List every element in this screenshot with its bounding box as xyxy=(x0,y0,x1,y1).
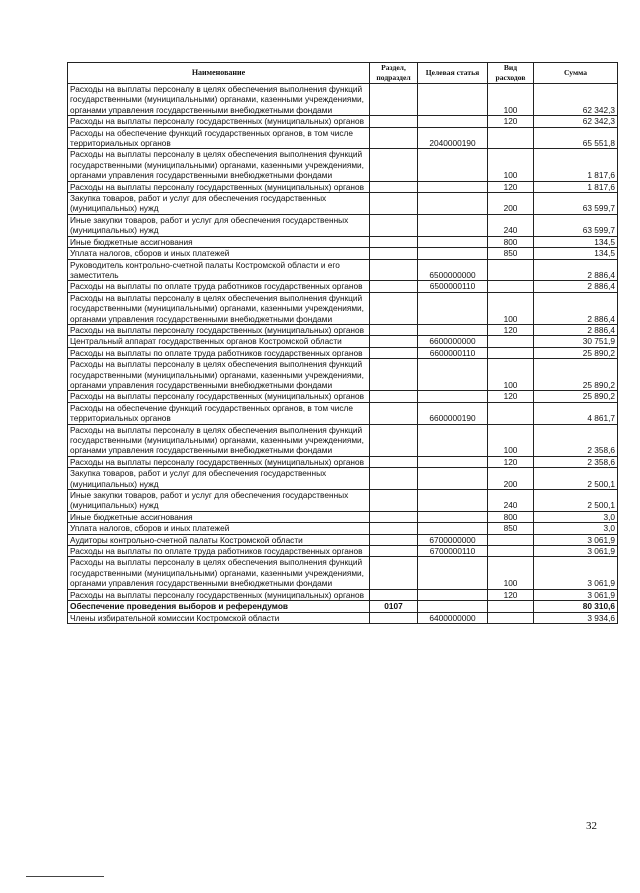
cell-sum: 25 890,2 xyxy=(534,391,618,402)
cell-kind: 120 xyxy=(488,589,534,600)
cell-sum: 3 061,9 xyxy=(534,589,618,600)
cell-kind xyxy=(488,402,534,424)
cell-name: Расходы на выплаты персоналу в целях обеспечения выполнения функций государственными (муниципальными) органами, казенными учреждениями, органами управления государственными внебюджетными фондами xyxy=(68,292,370,324)
cell-kind: 100 xyxy=(488,149,534,181)
cell-target: 6400000000 xyxy=(418,612,488,623)
cell-target xyxy=(418,424,488,456)
cell-section xyxy=(370,84,418,116)
cell-sum: 63 599,7 xyxy=(534,214,618,236)
cell-kind: 200 xyxy=(488,468,534,490)
table-row xyxy=(68,546,618,557)
cell-name: Закупка товаров, работ и услуг для обеспечения государственных (муниципальных) нужд xyxy=(68,193,370,215)
cell-sum: 134,5 xyxy=(534,248,618,259)
cell-sum: 1 817,6 xyxy=(534,149,618,181)
cell-kind: 850 xyxy=(488,523,534,534)
cell-target xyxy=(418,193,488,215)
cell-kind: 100 xyxy=(488,292,534,324)
cell-section xyxy=(370,324,418,335)
cell-kind: 240 xyxy=(488,490,534,512)
cell-kind xyxy=(488,336,534,347)
cell-sum: 2 500,1 xyxy=(534,468,618,490)
cell-name: Расходы на выплаты персоналу государственных (муниципальных) органов xyxy=(68,116,370,127)
cell-target xyxy=(418,456,488,467)
cell-sum: 2 886,4 xyxy=(534,292,618,324)
table-row xyxy=(68,324,618,335)
cell-target xyxy=(418,557,488,589)
cell-section xyxy=(370,490,418,512)
table-row xyxy=(68,259,618,281)
table-row xyxy=(68,281,618,292)
cell-name: Расходы на выплаты персоналу в целях обеспечения выполнения функций государственными (муниципальными) органами, казенными учреждениями, органами управления государственными внебюджетными фондами xyxy=(68,557,370,589)
cell-target xyxy=(418,589,488,600)
cell-name: Расходы на выплаты персоналу государственных (муниципальных) органов xyxy=(68,391,370,402)
cell-kind xyxy=(488,127,534,149)
cell-sum: 3,0 xyxy=(534,523,618,534)
cell-section xyxy=(370,292,418,324)
cell-kind: 240 xyxy=(488,214,534,236)
cell-name: Иные закупки товаров, работ и услуг для обеспечения государственных (муниципальных) нужд xyxy=(68,490,370,512)
cell-section xyxy=(370,424,418,456)
cell-name: Закупка товаров, работ и услуг для обеспечения государственных (муниципальных) нужд xyxy=(68,468,370,490)
cell-section xyxy=(370,336,418,347)
cell-name: Уплата налогов, сборов и иных платежей xyxy=(68,523,370,534)
table-row xyxy=(68,589,618,600)
cell-target xyxy=(418,391,488,402)
footnote-divider xyxy=(26,876,104,877)
table-row xyxy=(68,601,618,612)
cell-name: Расходы на выплаты по оплате труда работников государственных органов xyxy=(68,347,370,358)
cell-target: 6600000000 xyxy=(418,336,488,347)
table-row xyxy=(68,612,618,623)
table-row xyxy=(68,84,618,116)
cell-kind: 800 xyxy=(488,236,534,247)
cell-sum: 2 886,4 xyxy=(534,259,618,281)
header-sum: Сумма xyxy=(534,63,618,84)
cell-name: Расходы на обеспечение функций государственных органов, в том числе территориальных органов xyxy=(68,127,370,149)
cell-sum: 2 500,1 xyxy=(534,490,618,512)
table-row xyxy=(68,456,618,467)
cell-target: 6500000110 xyxy=(418,281,488,292)
cell-section xyxy=(370,511,418,522)
cell-name: Расходы на выплаты персоналу в целях обеспечения выполнения функций государственными (муниципальными) органами, казенными учреждениями, органами управления государственными внебюджетными фондами xyxy=(68,359,370,391)
table-body xyxy=(68,84,618,624)
cell-name: Центральный аппарат государственных органов Костромской области xyxy=(68,336,370,347)
cell-target xyxy=(418,149,488,181)
cell-sum: 25 890,2 xyxy=(534,359,618,391)
cell-sum: 80 310,6 xyxy=(534,601,618,612)
cell-sum: 2 886,4 xyxy=(534,324,618,335)
cell-target xyxy=(418,84,488,116)
cell-section: 0107 xyxy=(370,601,418,612)
cell-section xyxy=(370,523,418,534)
header-section: Раздел, подраздел xyxy=(370,63,418,84)
cell-section xyxy=(370,248,418,259)
cell-sum: 62 342,3 xyxy=(534,116,618,127)
cell-section xyxy=(370,193,418,215)
cell-kind: 120 xyxy=(488,391,534,402)
cell-name: Иные закупки товаров, работ и услуг для обеспечения государственных (муниципальных) нужд xyxy=(68,214,370,236)
header-name: Наименование xyxy=(68,63,370,84)
table-row xyxy=(68,292,618,324)
cell-sum: 2 358,6 xyxy=(534,456,618,467)
cell-kind: 200 xyxy=(488,193,534,215)
table-row xyxy=(68,149,618,181)
cell-kind: 120 xyxy=(488,181,534,192)
table-row xyxy=(68,193,618,215)
cell-kind xyxy=(488,601,534,612)
table-header-row xyxy=(68,63,618,84)
table-row xyxy=(68,468,618,490)
cell-target: 2040000190 xyxy=(418,127,488,149)
table-row xyxy=(68,336,618,347)
cell-name: Расходы на выплаты персоналу в целях обеспечения выполнения функций государственными (муниципальными) органами, казенными учреждениями, органами управления государственными внебюджетными фондами xyxy=(68,149,370,181)
cell-sum: 3 061,9 xyxy=(534,546,618,557)
cell-name: Члены избирательной комиссии Костромской области xyxy=(68,612,370,623)
cell-name: Расходы на обеспечение функций государственных органов, в том числе территориальных органов xyxy=(68,402,370,424)
cell-section xyxy=(370,127,418,149)
cell-target xyxy=(418,181,488,192)
cell-name: Расходы на выплаты персоналу государственных (муниципальных) органов xyxy=(68,181,370,192)
cell-name: Иные бюджетные ассигнования xyxy=(68,236,370,247)
table-row xyxy=(68,181,618,192)
cell-sum: 2 358,6 xyxy=(534,424,618,456)
cell-section xyxy=(370,116,418,127)
cell-name: Расходы на выплаты персоналу в целях обеспечения выполнения функций государственными (муниципальными) органами, казенными учреждениями, органами управления государственными внебюджетными фондами xyxy=(68,84,370,116)
cell-name: Обеспечение проведения выборов и референдумов xyxy=(68,601,370,612)
header-kind: Вид расходов xyxy=(488,63,534,84)
table-row xyxy=(68,511,618,522)
cell-name: Расходы на выплаты персоналу в целях обеспечения выполнения функций государственными (муниципальными) органами, казенными учреждениями, органами управления государственными внебюджетными фондами xyxy=(68,424,370,456)
page-number: 32 xyxy=(586,820,597,832)
cell-section xyxy=(370,456,418,467)
cell-target xyxy=(418,468,488,490)
cell-sum: 3 061,9 xyxy=(534,534,618,545)
cell-kind: 120 xyxy=(488,456,534,467)
cell-kind xyxy=(488,546,534,557)
table-row xyxy=(68,534,618,545)
cell-sum: 25 890,2 xyxy=(534,347,618,358)
cell-section xyxy=(370,347,418,358)
cell-section xyxy=(370,557,418,589)
cell-section xyxy=(370,589,418,600)
table-row xyxy=(68,248,618,259)
cell-sum: 3 934,6 xyxy=(534,612,618,623)
cell-kind xyxy=(488,259,534,281)
cell-target: 6600000110 xyxy=(418,347,488,358)
table-row xyxy=(68,490,618,512)
cell-kind: 100 xyxy=(488,84,534,116)
table-row xyxy=(68,127,618,149)
cell-sum: 3,0 xyxy=(534,511,618,522)
cell-section xyxy=(370,402,418,424)
cell-section xyxy=(370,359,418,391)
cell-name: Расходы на выплаты персоналу государственных (муниципальных) органов xyxy=(68,324,370,335)
cell-sum: 62 342,3 xyxy=(534,84,618,116)
cell-target xyxy=(418,359,488,391)
cell-kind: 120 xyxy=(488,324,534,335)
cell-target xyxy=(418,523,488,534)
cell-kind xyxy=(488,347,534,358)
cell-kind xyxy=(488,612,534,623)
table-row xyxy=(68,391,618,402)
table-row xyxy=(68,557,618,589)
cell-target: 6700000110 xyxy=(418,546,488,557)
cell-section xyxy=(370,534,418,545)
cell-name: Расходы на выплаты персоналу государственных (муниципальных) органов xyxy=(68,456,370,467)
cell-kind: 100 xyxy=(488,424,534,456)
cell-section xyxy=(370,391,418,402)
budget-table-page xyxy=(67,62,617,624)
cell-section xyxy=(370,149,418,181)
cell-sum: 2 886,4 xyxy=(534,281,618,292)
cell-sum: 65 551,8 xyxy=(534,127,618,149)
table-row xyxy=(68,236,618,247)
cell-name: Аудиторы контрольно-счетной палаты Костромской области xyxy=(68,534,370,545)
cell-section xyxy=(370,236,418,247)
budget-table xyxy=(67,62,618,624)
cell-kind: 100 xyxy=(488,359,534,391)
cell-kind: 850 xyxy=(488,248,534,259)
cell-kind xyxy=(488,281,534,292)
cell-target xyxy=(418,601,488,612)
cell-target xyxy=(418,214,488,236)
table-row xyxy=(68,347,618,358)
cell-target xyxy=(418,511,488,522)
cell-sum: 134,5 xyxy=(534,236,618,247)
table-row xyxy=(68,116,618,127)
cell-sum: 4 861,7 xyxy=(534,402,618,424)
cell-name: Руководитель контрольно-счетной палаты Костромской области и его заместитель xyxy=(68,259,370,281)
cell-section xyxy=(370,468,418,490)
cell-kind: 120 xyxy=(488,116,534,127)
cell-target: 6500000000 xyxy=(418,259,488,281)
cell-sum: 30 751,9 xyxy=(534,336,618,347)
table-row xyxy=(68,214,618,236)
cell-sum: 63 599,7 xyxy=(534,193,618,215)
cell-section xyxy=(370,259,418,281)
cell-sum: 3 061,9 xyxy=(534,557,618,589)
cell-target: 6600000190 xyxy=(418,402,488,424)
cell-target: 6700000000 xyxy=(418,534,488,545)
table-row xyxy=(68,424,618,456)
table-row xyxy=(68,359,618,391)
cell-target xyxy=(418,490,488,512)
cell-section xyxy=(370,281,418,292)
cell-name: Расходы на выплаты персоналу государственных (муниципальных) органов xyxy=(68,589,370,600)
cell-sum: 1 817,6 xyxy=(534,181,618,192)
cell-section xyxy=(370,214,418,236)
cell-kind xyxy=(488,534,534,545)
cell-name: Расходы на выплаты по оплате труда работников государственных органов xyxy=(68,281,370,292)
cell-name: Уплата налогов, сборов и иных платежей xyxy=(68,248,370,259)
cell-target xyxy=(418,324,488,335)
cell-section xyxy=(370,612,418,623)
cell-target xyxy=(418,292,488,324)
cell-section xyxy=(370,181,418,192)
cell-kind: 800 xyxy=(488,511,534,522)
cell-kind: 100 xyxy=(488,557,534,589)
cell-target xyxy=(418,116,488,127)
table-row xyxy=(68,523,618,534)
cell-name: Расходы на выплаты по оплате труда работников государственных органов xyxy=(68,546,370,557)
cell-target xyxy=(418,248,488,259)
cell-name: Иные бюджетные ассигнования xyxy=(68,511,370,522)
table-row xyxy=(68,402,618,424)
header-target: Целевая статья xyxy=(418,63,488,84)
cell-section xyxy=(370,546,418,557)
cell-target xyxy=(418,236,488,247)
